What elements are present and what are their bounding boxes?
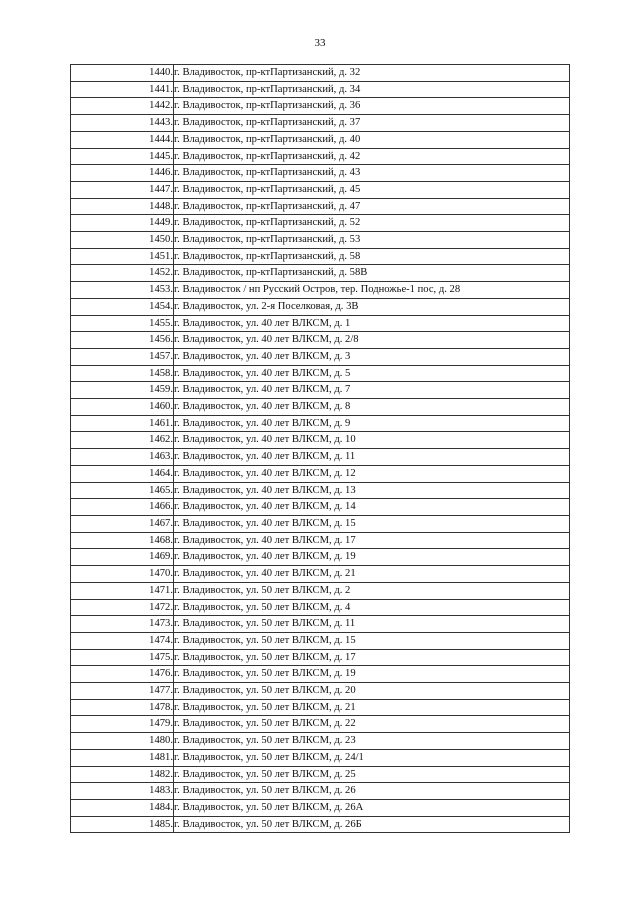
table-row — [71, 783, 570, 800]
address-cell: г. Владивосток, ул. 40 лет ВЛКСМ, д. 21 — [174, 566, 570, 583]
row-number: 1485. — [71, 816, 174, 833]
table-row — [71, 616, 570, 633]
row-number: 1462. — [71, 432, 174, 449]
table-row — [71, 649, 570, 666]
address-cell: г. Владивосток, пр-ктПартизанский, д. 47 — [174, 198, 570, 215]
row-number: 1481. — [71, 749, 174, 766]
address-cell: г. Владивосток, ул. 2-я Поселковая, д. 3В — [174, 298, 570, 315]
table-row — [71, 81, 570, 98]
table-row — [71, 65, 570, 82]
row-number: 1451. — [71, 248, 174, 265]
table-row — [71, 215, 570, 232]
address-cell: г. Владивосток, ул. 50 лет ВЛКСМ, д. 15 — [174, 632, 570, 649]
table-row — [71, 666, 570, 683]
row-number: 1440. — [71, 65, 174, 82]
table-row — [71, 382, 570, 399]
row-number: 1474. — [71, 632, 174, 649]
row-number: 1478. — [71, 699, 174, 716]
row-number: 1443. — [71, 115, 174, 132]
address-cell: г. Владивосток, ул. 50 лет ВЛКСМ, д. 26Б — [174, 816, 570, 833]
table-row — [71, 532, 570, 549]
row-number: 1454. — [71, 298, 174, 315]
address-cell: г. Владивосток, ул. 40 лет ВЛКСМ, д. 3 — [174, 348, 570, 365]
address-cell: г. Владивосток, пр-ктПартизанский, д. 52 — [174, 215, 570, 232]
row-number: 1459. — [71, 382, 174, 399]
address-cell: г. Владивосток, ул. 40 лет ВЛКСМ, д. 2/8 — [174, 332, 570, 349]
table-row — [71, 165, 570, 182]
row-number: 1449. — [71, 215, 174, 232]
table-row — [71, 716, 570, 733]
table-row — [71, 282, 570, 299]
table-row — [71, 449, 570, 466]
table-row — [71, 699, 570, 716]
table-row — [71, 131, 570, 148]
table-row — [71, 515, 570, 532]
address-cell: г. Владивосток, ул. 50 лет ВЛКСМ, д. 19 — [174, 666, 570, 683]
address-cell: г. Владивосток, пр-ктПартизанский, д. 37 — [174, 115, 570, 132]
table-row — [71, 432, 570, 449]
row-number: 1484. — [71, 799, 174, 816]
address-cell: г. Владивосток, пр-ктПартизанский, д. 45 — [174, 181, 570, 198]
address-cell: г. Владивосток, пр-ктПартизанский, д. 40 — [174, 131, 570, 148]
address-cell: г. Владивосток, ул. 40 лет ВЛКСМ, д. 11 — [174, 449, 570, 466]
address-cell: г. Владивосток, ул. 40 лет ВЛКСМ, д. 7 — [174, 382, 570, 399]
table-row — [71, 265, 570, 282]
address-cell: г. Владивосток, ул. 50 лет ВЛКСМ, д. 22 — [174, 716, 570, 733]
address-cell: г. Владивосток, ул. 50 лет ВЛКСМ, д. 20 — [174, 683, 570, 700]
address-table — [70, 64, 570, 833]
address-cell: г. Владивосток, ул. 50 лет ВЛКСМ, д. 26А — [174, 799, 570, 816]
row-number: 1442. — [71, 98, 174, 115]
address-cell: г. Владивосток, ул. 50 лет ВЛКСМ, д. 11 — [174, 616, 570, 633]
address-cell: г. Владивосток, ул. 50 лет ВЛКСМ, д. 23 — [174, 733, 570, 750]
table-row — [71, 332, 570, 349]
address-cell: г. Владивосток, ул. 50 лет ВЛКСМ, д. 24/1 — [174, 749, 570, 766]
page-number: 33 — [314, 37, 326, 49]
row-number: 1471. — [71, 582, 174, 599]
row-number: 1450. — [71, 232, 174, 249]
table-row — [71, 232, 570, 249]
address-cell: г. Владивосток, пр-ктПартизанский, д. 43 — [174, 165, 570, 182]
row-number: 1480. — [71, 733, 174, 750]
table-row — [71, 632, 570, 649]
table-row — [71, 816, 570, 833]
row-number: 1469. — [71, 549, 174, 566]
address-cell: г. Владивосток, пр-ктПартизанский, д. 32 — [174, 65, 570, 82]
address-cell: г. Владивосток, пр-ктПартизанский, д. 58В — [174, 265, 570, 282]
address-cell: г. Владивосток, пр-ктПартизанский, д. 53 — [174, 232, 570, 249]
table-row — [71, 415, 570, 432]
address-cell: г. Владивосток, ул. 40 лет ВЛКСМ, д. 8 — [174, 399, 570, 416]
table-row — [71, 766, 570, 783]
table-row — [71, 482, 570, 499]
row-number: 1461. — [71, 415, 174, 432]
address-cell: г. Владивосток / нп Русский Остров, тер. Подножье-1 пос, д. 28 — [174, 282, 570, 299]
table-row — [71, 198, 570, 215]
row-number: 1456. — [71, 332, 174, 349]
table-row — [71, 683, 570, 700]
table-row — [71, 298, 570, 315]
row-number: 1452. — [71, 265, 174, 282]
row-number: 1467. — [71, 515, 174, 532]
row-number: 1453. — [71, 282, 174, 299]
row-number: 1468. — [71, 532, 174, 549]
table-row — [71, 465, 570, 482]
row-number: 1455. — [71, 315, 174, 332]
table-row — [71, 599, 570, 616]
row-number: 1483. — [71, 783, 174, 800]
address-table-body — [71, 65, 570, 833]
row-number: 1473. — [71, 616, 174, 633]
table-row — [71, 315, 570, 332]
table-row — [71, 115, 570, 132]
table-row — [71, 248, 570, 265]
row-number: 1470. — [71, 566, 174, 583]
row-number: 1458. — [71, 365, 174, 382]
address-cell: г. Владивосток, ул. 50 лет ВЛКСМ, д. 21 — [174, 699, 570, 716]
row-number: 1466. — [71, 499, 174, 516]
row-number: 1447. — [71, 181, 174, 198]
address-cell: г. Владивосток, ул. 50 лет ВЛКСМ, д. 26 — [174, 783, 570, 800]
table-row — [71, 365, 570, 382]
address-cell: г. Владивосток, пр-ктПартизанский, д. 42 — [174, 148, 570, 165]
row-number: 1457. — [71, 348, 174, 365]
address-cell: г. Владивосток, ул. 40 лет ВЛКСМ, д. 5 — [174, 365, 570, 382]
address-cell: г. Владивосток, ул. 40 лет ВЛКСМ, д. 14 — [174, 499, 570, 516]
row-number: 1479. — [71, 716, 174, 733]
row-number: 1476. — [71, 666, 174, 683]
row-number: 1464. — [71, 465, 174, 482]
row-number: 1472. — [71, 599, 174, 616]
row-number: 1460. — [71, 399, 174, 416]
address-cell: г. Владивосток, ул. 50 лет ВЛКСМ, д. 4 — [174, 599, 570, 616]
address-cell: г. Владивосток, ул. 50 лет ВЛКСМ, д. 17 — [174, 649, 570, 666]
table-row — [71, 549, 570, 566]
address-cell: г. Владивосток, ул. 50 лет ВЛКСМ, д. 2 — [174, 582, 570, 599]
table-row — [71, 566, 570, 583]
row-number: 1445. — [71, 148, 174, 165]
address-cell: г. Владивосток, ул. 40 лет ВЛКСМ, д. 15 — [174, 515, 570, 532]
table-row — [71, 582, 570, 599]
address-cell: г. Владивосток, ул. 40 лет ВЛКСМ, д. 10 — [174, 432, 570, 449]
row-number: 1441. — [71, 81, 174, 98]
address-cell: г. Владивосток, пр-ктПартизанский, д. 34 — [174, 81, 570, 98]
table-row — [71, 98, 570, 115]
table-row — [71, 733, 570, 750]
table-row — [71, 799, 570, 816]
table-row — [71, 749, 570, 766]
row-number: 1448. — [71, 198, 174, 215]
row-number: 1477. — [71, 683, 174, 700]
address-cell: г. Владивосток, пр-ктПартизанский, д. 58 — [174, 248, 570, 265]
address-cell: г. Владивосток, ул. 40 лет ВЛКСМ, д. 17 — [174, 532, 570, 549]
row-number: 1463. — [71, 449, 174, 466]
table-row — [71, 499, 570, 516]
address-cell: г. Владивосток, ул. 40 лет ВЛКСМ, д. 19 — [174, 549, 570, 566]
address-cell: г. Владивосток, ул. 50 лет ВЛКСМ, д. 25 — [174, 766, 570, 783]
address-cell: г. Владивосток, ул. 40 лет ВЛКСМ, д. 9 — [174, 415, 570, 432]
row-number: 1446. — [71, 165, 174, 182]
table-row — [71, 399, 570, 416]
row-number: 1465. — [71, 482, 174, 499]
table-row — [71, 348, 570, 365]
row-number: 1475. — [71, 649, 174, 666]
row-number: 1482. — [71, 766, 174, 783]
address-cell: г. Владивосток, ул. 40 лет ВЛКСМ, д. 12 — [174, 465, 570, 482]
table-row — [71, 181, 570, 198]
address-cell: г. Владивосток, ул. 40 лет ВЛКСМ, д. 13 — [174, 482, 570, 499]
row-number: 1444. — [71, 131, 174, 148]
address-cell: г. Владивосток, ул. 40 лет ВЛКСМ, д. 1 — [174, 315, 570, 332]
address-cell: г. Владивосток, пр-ктПартизанский, д. 36 — [174, 98, 570, 115]
table-row — [71, 148, 570, 165]
